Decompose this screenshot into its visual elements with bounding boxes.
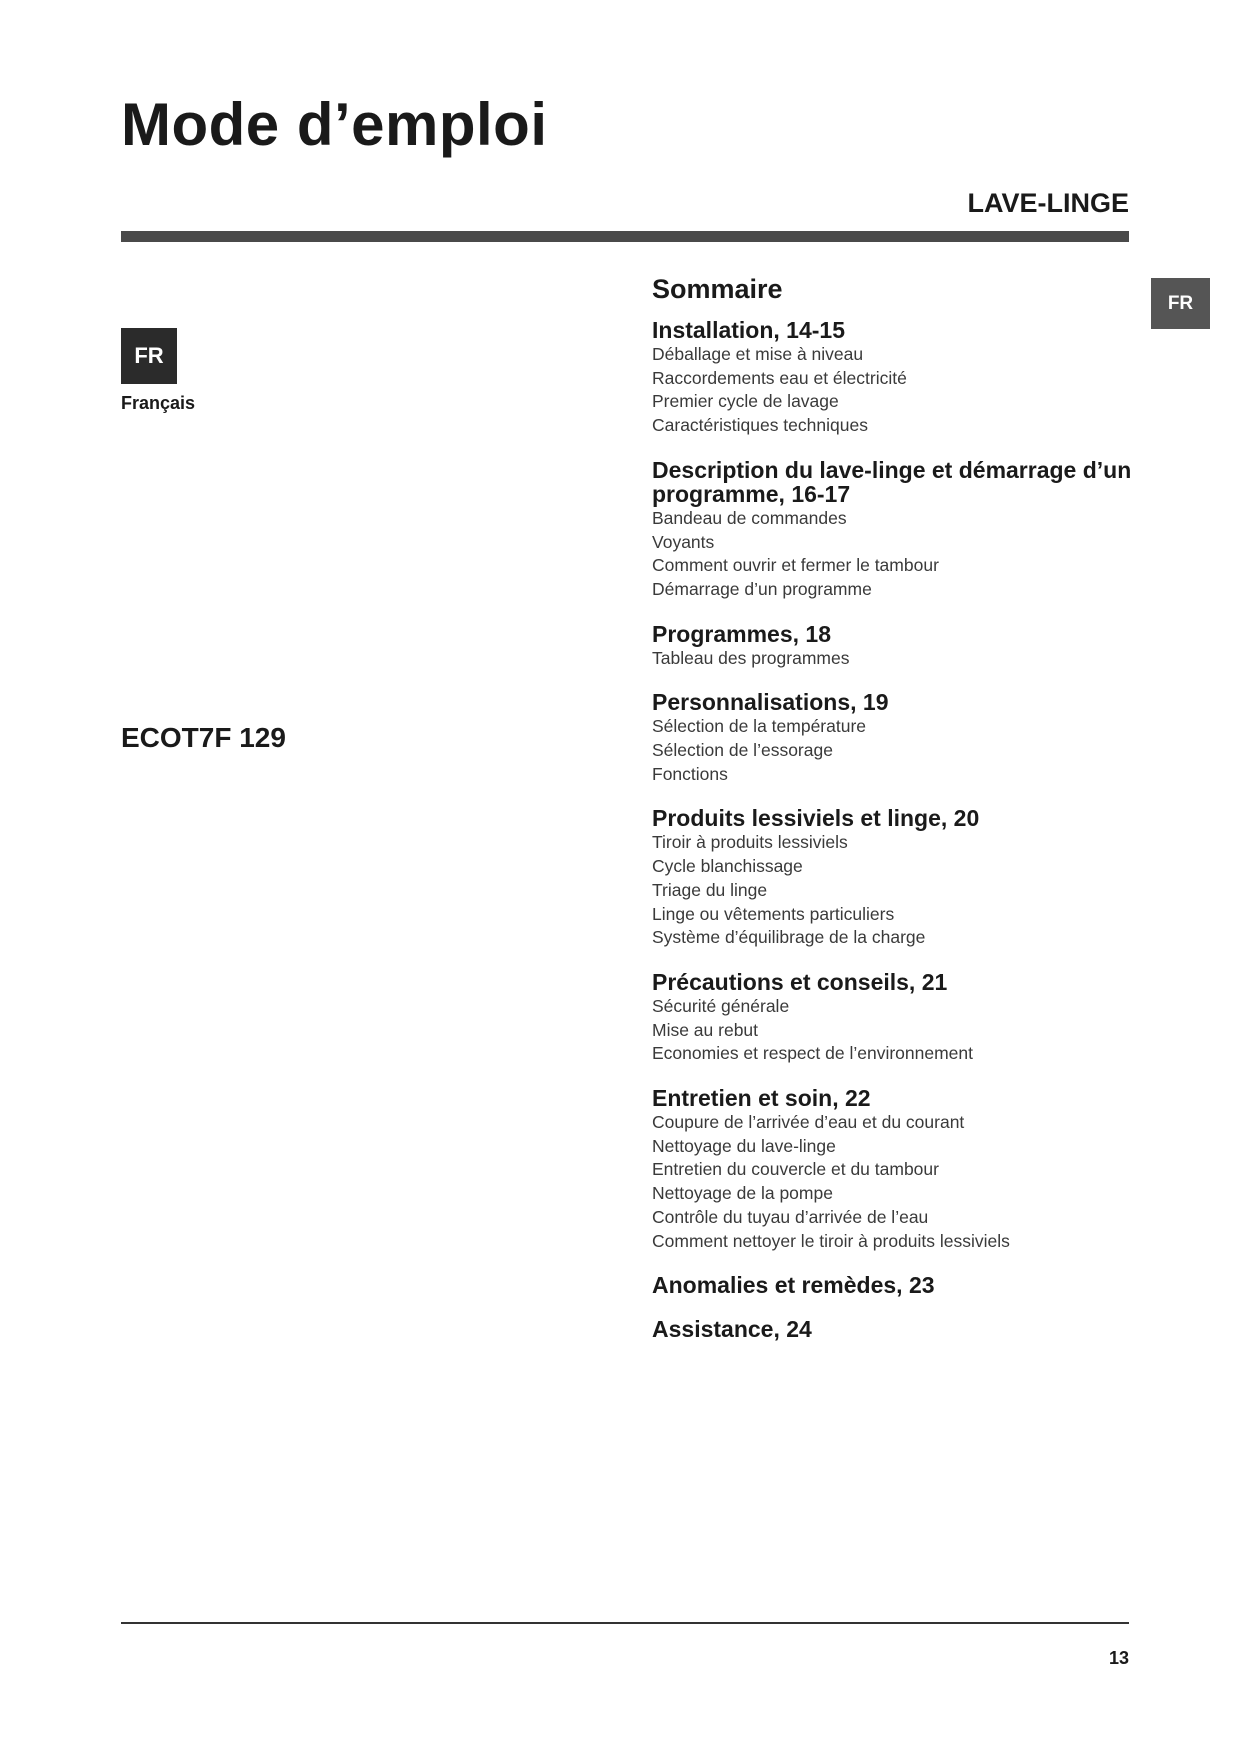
toc-section-title: Précautions et conseils, 21 [652,968,948,995]
toc-item: Contrôle du tuyau d’arrivée de l’eau [652,1206,929,1227]
model-number: ECOT7F 129 [121,722,286,753]
toc-section [652,458,1132,602]
toc-item: Voyants [652,531,715,552]
toc-item-list [652,1111,1132,1253]
toc-section [652,622,1132,671]
toc-item-list [652,831,1132,950]
toc-item: Bandeau de commandes [652,507,847,528]
toc-section [652,1086,1132,1253]
toc-item: Raccordements eau et électricité [652,367,907,388]
toc-item: Triage du linge [652,879,768,900]
toc-section-title: Personnalisations, 19 [652,689,889,716]
page-number: 13 [1108,1648,1129,1668]
toc-section [652,1317,1132,1341]
toc-section [652,806,1132,950]
toc-item: Déballage et mise à niveau [652,344,864,364]
toc-item: Tiroir à produits lessiviels [652,832,848,853]
toc-item: Cycle blanchissage [652,856,803,877]
toc-section [652,970,1132,1066]
toc-section [652,690,1132,786]
toc-section-title: Entretien et soin, 22 [652,1085,871,1112]
toc-item: Système d’équilibrage de la charge [652,927,926,948]
table-of-contents [652,272,1132,1361]
toc-sections [652,318,1132,1341]
toc-item: Comment ouvrir et fermer le tambour [652,555,939,576]
toc-item-list [652,715,1132,786]
header-divider [121,231,1129,242]
footer-divider [121,1622,1129,1624]
toc-section-title: Anomalies et remèdes, 23 [652,1272,935,1299]
toc-item-list [652,995,1132,1066]
toc-section-title: Programmes, 18 [652,620,831,647]
toc-section-title: Description du lave-linge et démarrage d’un programme, 16-17 [652,456,1132,507]
toc-item: Sélection de l’essorage [652,740,833,761]
toc-item: Economies et respect de l’environnement [652,1043,974,1064]
toc-item-list [652,647,1132,671]
toc-item: Mise au rebut [652,1019,759,1040]
toc-item: Premier cycle de lavage [652,391,839,412]
language-name: Français [121,393,196,413]
toc-item: Nettoyage du lave-linge [652,1135,836,1156]
toc-heading: Sommaire [652,274,783,304]
toc-section-title: Produits lessiviels et linge, 20 [652,805,980,832]
toc-item: Sécurité générale [652,995,790,1016]
toc-item: Linge ou vêtements particuliers [652,903,895,924]
toc-item: Fonctions [652,763,728,784]
toc-item: Comment nettoyer le tiroir à produits lessiviels [652,1230,1010,1251]
toc-section [652,1273,1132,1297]
toc-item: Nettoyage de la pompe [652,1183,833,1204]
toc-item: Tableau des programmes [652,647,850,668]
toc-item: Coupure de l’arrivée d’eau et du courant [652,1112,965,1133]
toc-item: Sélection de la température [652,716,867,737]
product-category: LAVE-LINGE [967,188,1129,218]
toc-item-list [652,343,1132,438]
toc-item: Caractéristiques techniques [652,415,868,436]
toc-item-list [652,507,1132,602]
toc-item: Entretien du couvercle et du tambour [652,1159,939,1180]
toc-section [652,318,1132,438]
toc-item: Démarrage d’un programme [652,578,872,599]
language-badge: FR [121,328,177,384]
document-title: Mode d’emploi [121,91,548,158]
language-side-tab: FR [1151,278,1210,329]
toc-section-title: Installation, 14-15 [652,317,846,343]
toc-section-title: Assistance, 24 [652,1316,812,1343]
